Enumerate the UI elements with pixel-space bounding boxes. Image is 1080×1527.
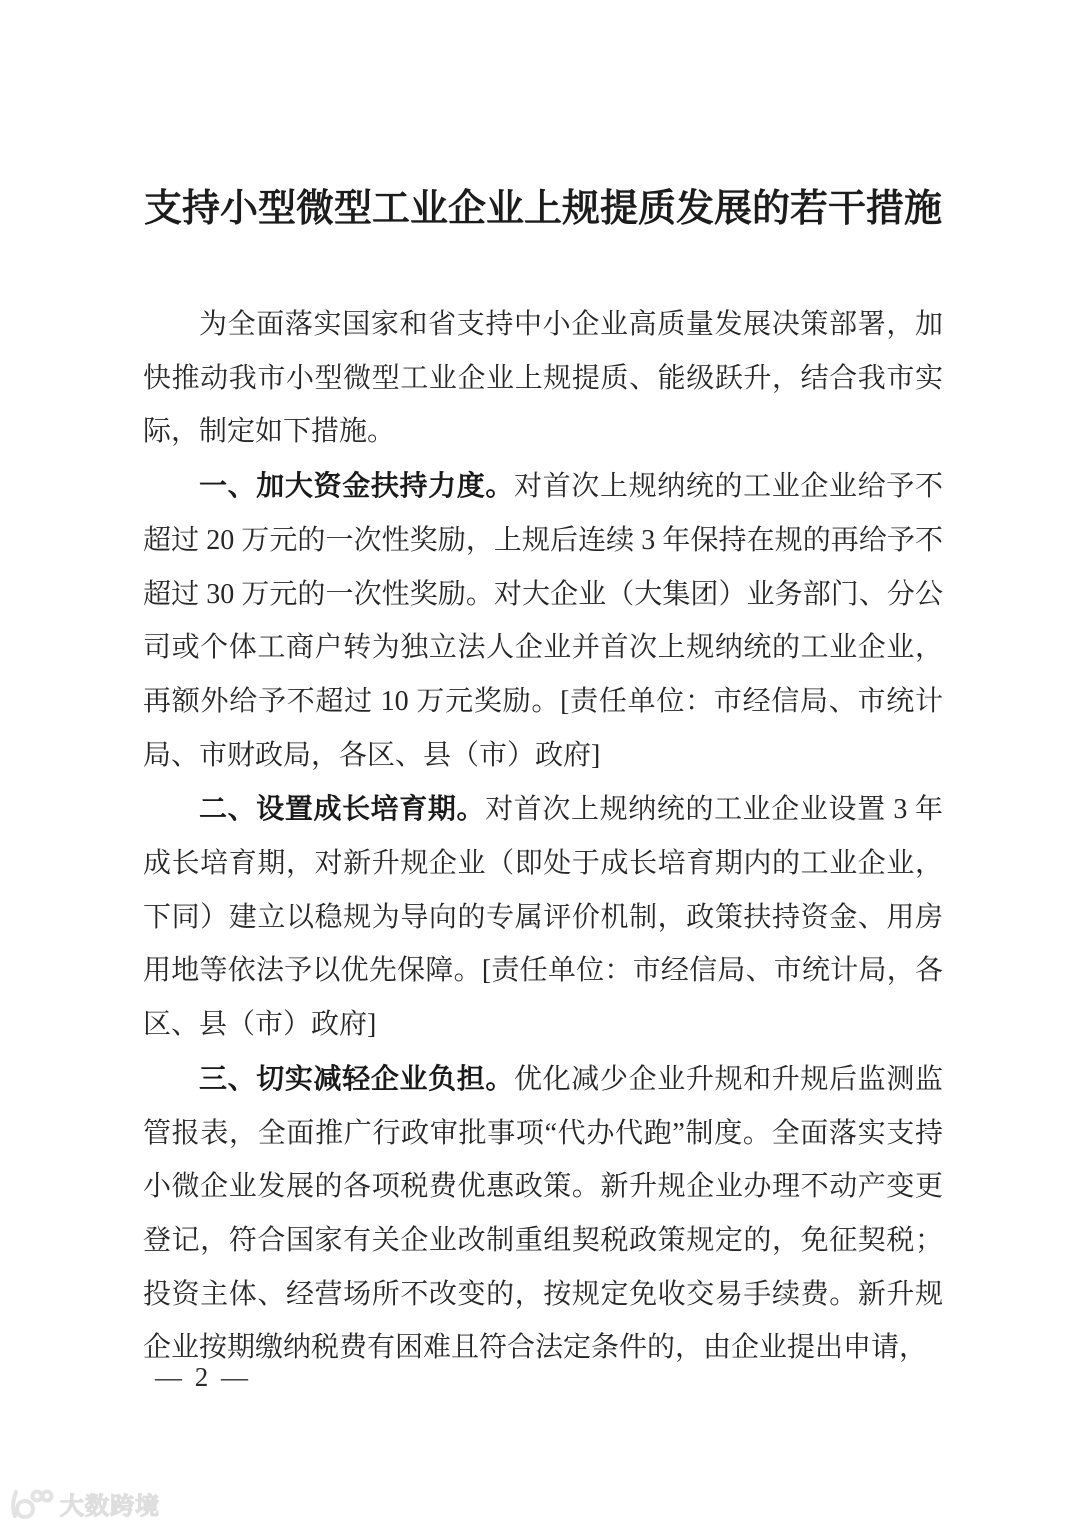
section-3-paragraph xyxy=(143,1052,943,1375)
intro-paragraph xyxy=(143,297,943,459)
section-2-heading: 二、设置成长培育期。 xyxy=(199,793,486,825)
section-3-heading: 三、切实减轻企业负担。 xyxy=(199,1062,515,1094)
dashu-kuajing-logo-icon xyxy=(8,1487,54,1521)
paragraph-text: 为全面落实国家和省支持中小企业高质量发展决策部署，加快推动我市小型微型工业企业上规提质、能级跃升，结合我市实际，制定如下措施。 xyxy=(143,309,943,448)
document-content xyxy=(143,182,943,1375)
watermark xyxy=(8,1486,160,1521)
section-1-heading: 一、加大资金扶持力度。 xyxy=(199,470,515,502)
section-1-text: 对首次上规纳统的工业企业给予不超过 20 万元的一次性奖励，上规后连续 3 年保持在规的再给予不超过 30 万元的一次性奖励。对大企业（大集团）业务部门、分公司或个体工商户转为独立法人企业并首次上规纳统的工业企业，再额外给予不超过 10 万元奖励。[责任单位：市经信局、市统计局、市财政局，各区、县（市）政府] xyxy=(143,471,943,771)
document-title: 支持小型微型工业企业上规提质发展的若干措施 xyxy=(143,188,942,230)
section-2-text: 对首次上规纳统的工业企业设置 3 年成长培育期，对新升规企业（即处于成长培育期内的工业企业，下同）建立以稳规为导向的专属评价机制，政策扶持资金、用房用地等依法予以优先保障。[责任单位：市经信局、市统计局，各区、县（市）政府] xyxy=(143,794,943,1041)
watermark-brand-text: 大数跨境 xyxy=(60,1493,160,1520)
section-1-paragraph xyxy=(143,459,943,782)
section-3-text: 优化减少企业升规和升规后监测监管报表，全面推广行政审批事项“代办代跑”制度。全面落实支持小微企业发展的各项税费优惠政策。新升规企业办理不动产变更登记，符合国家有关企业改制重组契税政策规定的，免征契税；投资主体、经营场所不改变的，按规定免收交易手续费。新升规企业按期缴纳税费有困难且符合法定条件的，由企业提出申请， xyxy=(143,1063,943,1364)
page-number: — 2 — xyxy=(155,1362,251,1392)
section-2-paragraph xyxy=(143,782,943,1052)
